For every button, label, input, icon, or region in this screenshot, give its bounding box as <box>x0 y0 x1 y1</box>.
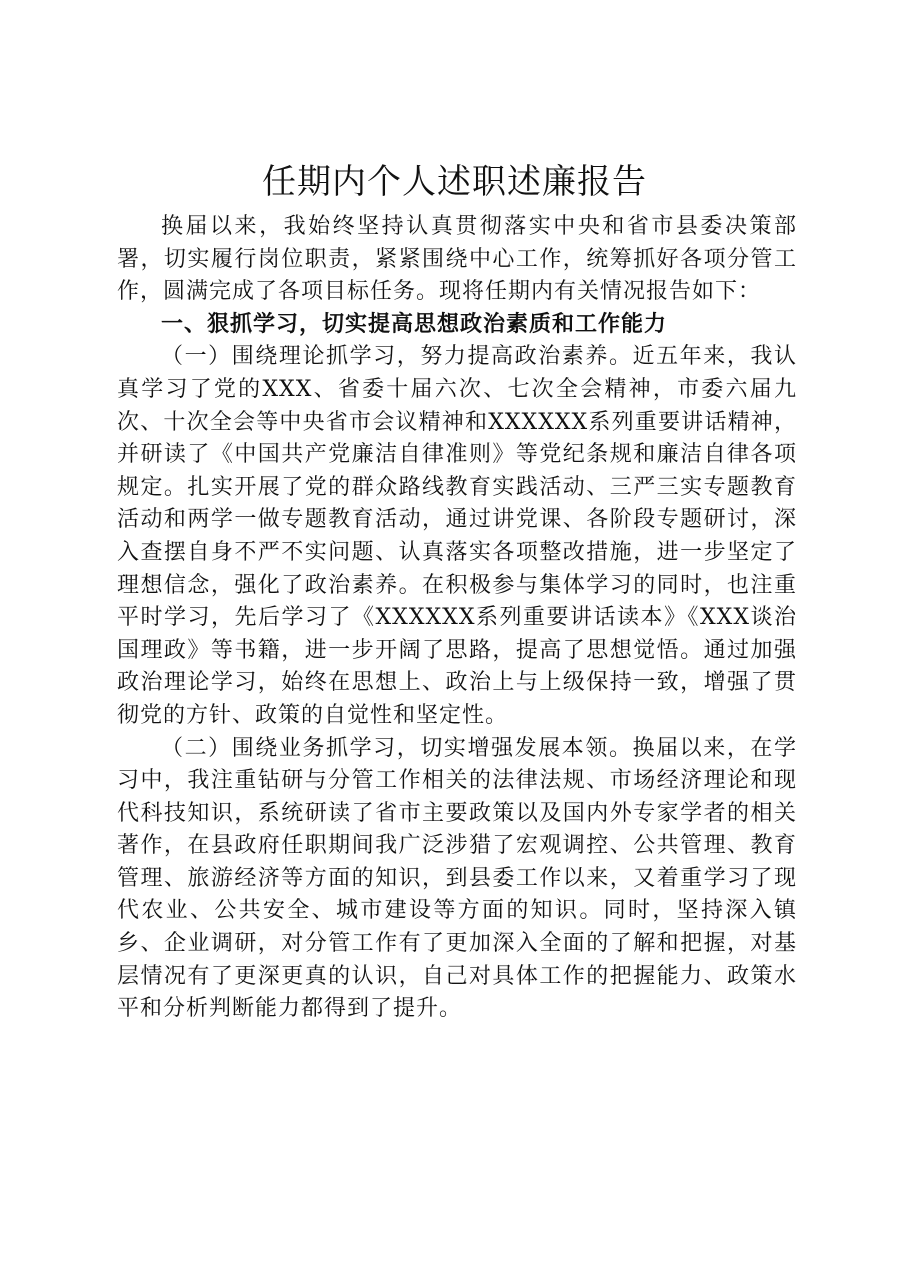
section-1-1-lead: （一）围绕理论抓学习，努力提高政治素养。 <box>161 344 633 370</box>
document-body <box>117 211 797 1026</box>
section-1-2-lead: （二）围绕业务抓学习，切实增强发展本领。 <box>161 735 633 761</box>
section-1-1-text: 近五年来，我认真学习了党的XXX、省委十届六次、七次全会精神，市委六届九次、十次全会等中央省市会议精神和XXXXXX系列重要讲话精神，并研读了《中国共产党廉洁自律准则》等党纪条规和廉洁自律各项规定。扎实开展了党的群众路线教育实践活动、三严三实专题教育活动和两学一做专题教育活动，通过讲党课、各阶段专题研讨，深入查摆自身不严不实问题、认真落实各项整改措施，进一步坚定了理想信念，强化了政治素养。在积极参与集体学习的同时，也注重平时学习，先后学习了《XXXXXX系列重要讲话读本》《XXX谈治国理政》等书籍，进一步开阔了思路，提高了思想觉悟。通过加强政治理论学习，始终在思想上、政治上与上级保持一致，增强了贯彻党的方针、政策的自觉性和坚定性。 <box>117 344 797 728</box>
document-title: 任期内个人述职述廉报告 <box>262 162 647 202</box>
section-1-2-text: 换届以来，在学习中，我注重钻研与分管工作相关的法律法规、市场经济理论和现代科技知识，系统研读了省市主要政策以及国内外专家学者的相关著作，在县政府任职期间我广泛涉猎了宏观调控、公共管理、教育管理、旅游经济等方面的知识，到县委工作以来，又着重学习了现代农业、公共安全、城市建设等方面的知识。同时，坚持深入镇乡、企业调研，对分管工作有了更加深入全面的了解和把握，对基层情况有了更深更真的认识，自己对具体工作的把握能力、政策水平和分析判断能力都得到了提升。 <box>117 735 797 1022</box>
section-1-1-paragraph <box>117 341 797 732</box>
intro-paragraph: 换届以来，我始终坚持认真贯彻落实中央和省市县委决策部署，切实履行岗位职责，紧紧围绕中心工作，统筹抓好各项分管工作，圆满完成了各项目标任务。现将任期内有关情况报告如下： <box>117 214 797 305</box>
section-1-2-paragraph <box>117 733 797 1026</box>
section-1-heading: 一、狠抓学习，切实提高思想政治素质和工作能力 <box>161 311 668 337</box>
